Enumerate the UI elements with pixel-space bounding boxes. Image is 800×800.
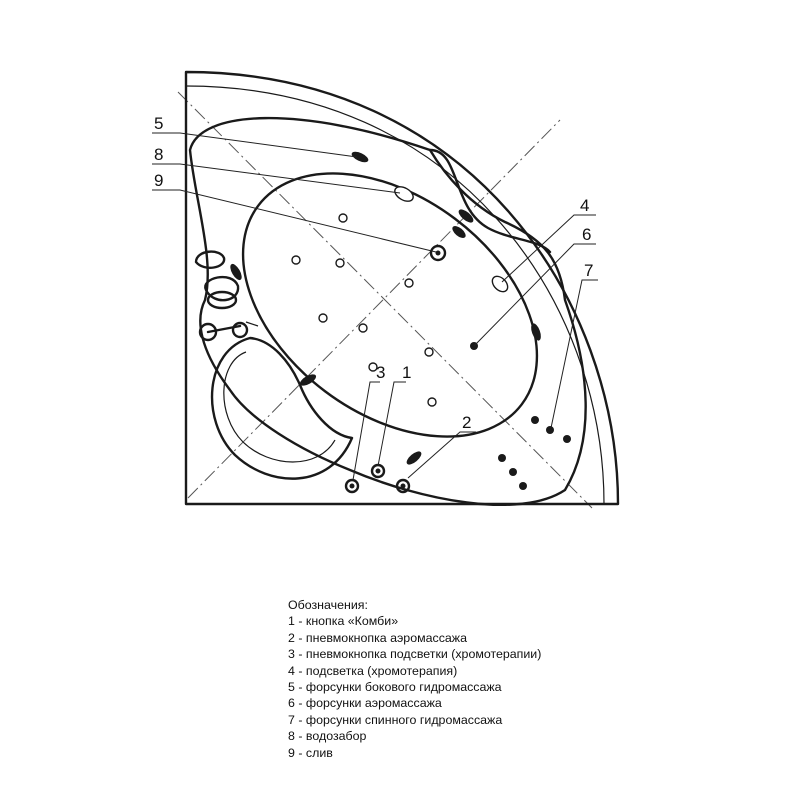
- callout-9: 9: [154, 171, 164, 190]
- legend: [288, 597, 708, 761]
- callouts: [154, 114, 593, 432]
- legend-item-6: 6 - форсунки аэромассажа: [288, 696, 442, 711]
- back-jet: [519, 482, 527, 490]
- callout-5: 5: [154, 114, 164, 133]
- back-jet: [509, 468, 517, 476]
- jets: [228, 150, 571, 490]
- legend-item-3: 3 - пневмокнопка подсветки (хромотерапии): [288, 647, 542, 662]
- side-jet: [405, 449, 424, 467]
- callout-4: 4: [580, 196, 590, 215]
- callout-7: 7: [584, 261, 594, 280]
- legend-item-5: 5 - форсунки бокового гидромассажа: [288, 680, 502, 695]
- legend-item-7: 7 - форсунки спинного гидромассажа: [288, 712, 503, 727]
- legend-item-8: 8 - водозабор: [288, 729, 367, 744]
- back-jet: [563, 435, 571, 443]
- tub-outline: [186, 72, 618, 504]
- callout-6: 6: [582, 225, 592, 244]
- legend-item-2: 2 - пневмокнопка аэромассажа: [288, 630, 467, 645]
- seat-lobe-inner: [224, 352, 335, 462]
- callout-2: 2: [462, 413, 472, 432]
- back-jet: [546, 426, 554, 434]
- seat-lobe: [212, 338, 352, 479]
- legend-item-9: 9 - слив: [288, 745, 333, 760]
- back-jet: [531, 416, 539, 424]
- drain: [431, 246, 445, 260]
- side-jet: [529, 322, 543, 342]
- callout-3: 3: [376, 363, 386, 382]
- side-jet: [350, 150, 370, 165]
- legend-item-1: 1 - кнопка «Комби»: [288, 614, 399, 629]
- legend-item-4: 4 - подсветка (хромотерапия): [288, 663, 458, 678]
- legend-title: Обозначения:: [288, 598, 368, 612]
- callout-8: 8: [154, 145, 164, 164]
- back-jet: [498, 454, 506, 462]
- callout-1: 1: [402, 363, 412, 382]
- center-axes: [178, 92, 592, 508]
